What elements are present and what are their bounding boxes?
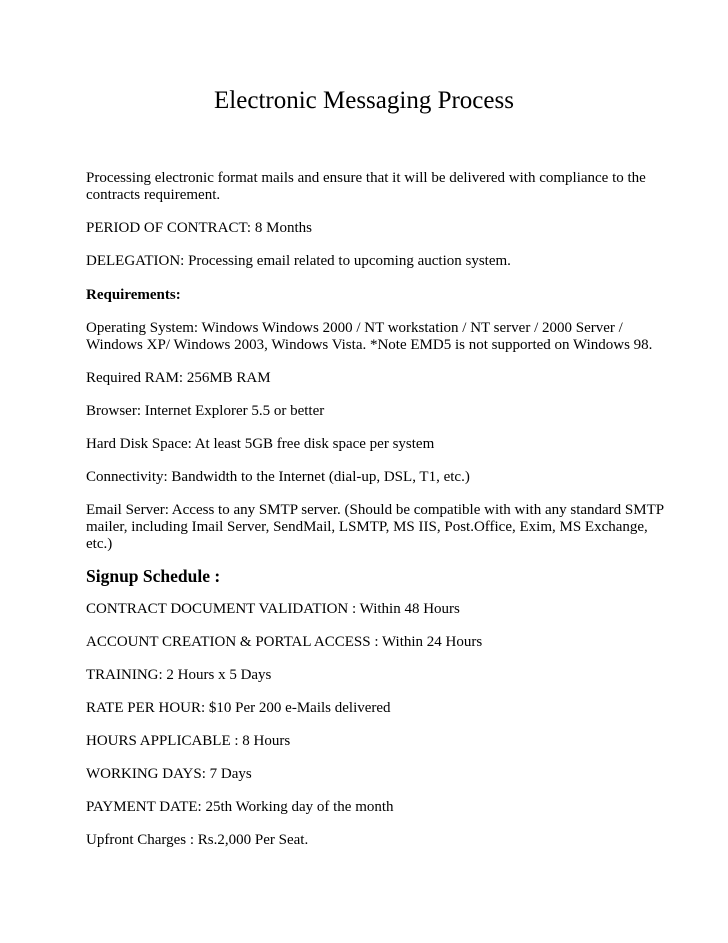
period-of-contract: PERIOD OF CONTRACT: 8 Months xyxy=(86,220,312,236)
intro-line-2: contracts requirement. xyxy=(86,187,221,203)
schedule-item: ACCOUNT CREATION & PORTAL ACCESS : Within 24 Hours xyxy=(86,634,483,650)
schedule-item: WORKING DAYS: 7 Days xyxy=(86,766,252,782)
schedule-item: PAYMENT DATE: 25th Working day of the month xyxy=(86,799,394,815)
browser: Browser: Internet Explorer 5.5 or better xyxy=(86,403,325,419)
page-title: Electronic Messaging Process xyxy=(214,87,514,114)
intro-line-1: Processing electronic format mails and ensure that it will be delivered with compliance to the xyxy=(86,170,646,186)
delegation: DELEGATION: Processing email related to upcoming auction system. xyxy=(86,253,511,269)
email-server-line-1: Email Server: Access to any SMTP server. (Should be compatible with with any standard SMTP xyxy=(86,502,665,518)
email-server-line-3: etc.) xyxy=(86,536,113,552)
hard-disk-space: Hard Disk Space: At least 5GB free disk space per system xyxy=(86,436,435,452)
schedule-item: TRAINING: 2 Hours x 5 Days xyxy=(86,667,272,683)
schedule-item: Upfront Charges : Rs.2,000 Per Seat. xyxy=(86,832,309,848)
schedule-item: CONTRACT DOCUMENT VALIDATION : Within 48 Hours xyxy=(86,601,460,617)
email-server-line-2: mailer, including Imail Server, SendMail, LSMTP, MS IIS, Post.Office, Exim, MS Exchange, xyxy=(86,519,648,535)
operating-system-line-2: Windows XP/ Windows 2003, Windows Vista. *Note EMD5 is not supported on Windows 98. xyxy=(86,337,653,353)
schedule-item: RATE PER HOUR: $10 Per 200 e-Mails delivered xyxy=(86,700,391,716)
required-ram: Required RAM: 256MB RAM xyxy=(86,370,271,386)
connectivity: Connectivity: Bandwidth to the Internet (dial-up, DSL, T1, etc.) xyxy=(86,469,470,485)
operating-system-line-1: Operating System: Windows Windows 2000 / NT workstation / NT server / 2000 Server / xyxy=(86,320,623,336)
signup-schedule-heading: Signup Schedule : xyxy=(86,566,221,586)
schedule-item: HOURS APPLICABLE : 8 Hours xyxy=(86,733,291,749)
requirements-heading: Requirements: xyxy=(86,287,181,303)
